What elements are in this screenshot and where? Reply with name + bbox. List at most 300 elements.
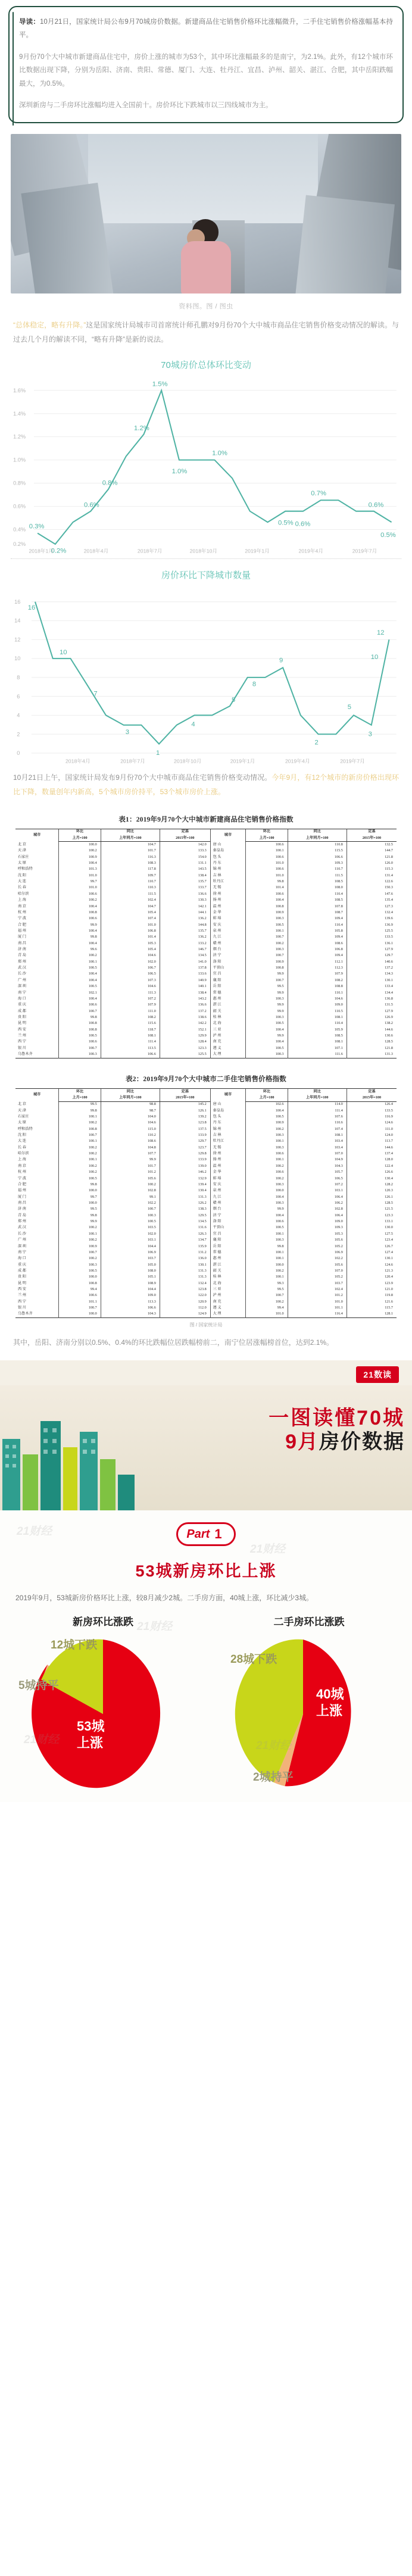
table-cell-city: 重 庆 <box>18 1262 26 1267</box>
table-cell-value: 123.7 <box>160 1145 210 1151</box>
table-cell-city: 海 口 <box>18 1256 26 1261</box>
table-cell-value: 124.6 <box>347 1262 397 1268</box>
table-cell-value: 110.4 <box>288 922 347 928</box>
table-cell-value: 107.7 <box>101 1151 160 1157</box>
table-cell-city: 北 海 <box>210 1281 246 1287</box>
table-cell-value: 105.4 <box>101 947 160 953</box>
table-cell-value: 100.3 <box>246 1132 288 1138</box>
table-cell-value: 135.7 <box>160 928 210 934</box>
table-cell-value: 100.2 <box>59 1163 101 1169</box>
table-cell-value: 99.8 <box>59 1213 101 1219</box>
table-row <box>15 1033 397 1039</box>
table-cell-value: 112.0 <box>160 1305 210 1311</box>
table-cell-city: 常 德 <box>210 990 246 996</box>
svg-text:2018年10月: 2018年10月 <box>174 758 202 764</box>
table-1-col-mom-right: 环比 <box>246 829 288 835</box>
table-row <box>15 1219 397 1225</box>
table-cell-city: 韶 关 <box>210 1268 246 1274</box>
table-cell-value: 100.5 <box>59 984 101 990</box>
table-1-body <box>15 842 397 1058</box>
table-cell-value: 106.5 <box>101 972 160 978</box>
table-cell-value: 137.8 <box>160 965 210 971</box>
pie-label-flat: 2城持平 <box>253 1771 294 1784</box>
table-cell-value: 137.2 <box>347 965 397 971</box>
hero-title-month: 9月 <box>285 1431 319 1454</box>
table-cell-value: 106.6 <box>101 1051 160 1058</box>
table-cell-value: 105.6 <box>101 1176 160 1182</box>
table-cell-value: 104.4 <box>101 1287 160 1292</box>
table-row <box>15 1262 397 1268</box>
table-cell-value: 111.5 <box>288 873 347 879</box>
table-cell-city: 三 亚 <box>210 1287 246 1292</box>
table-cell-city: 大 连 <box>18 879 26 884</box>
svg-text:0.4%: 0.4% <box>13 526 26 533</box>
svg-text:1.4%: 1.4% <box>13 410 26 417</box>
part-indicator <box>176 1522 235 1546</box>
table-cell-city: 包 头 <box>210 854 246 860</box>
table-cell-value: 100.4 <box>246 1213 288 1219</box>
table-cell-value: 101.4 <box>101 935 160 941</box>
table-cell-value: 121.8 <box>347 854 397 860</box>
table-cell-city: 温 州 <box>210 904 246 910</box>
table-cell-value: 119.8 <box>347 1293 397 1299</box>
table-cell-value: 116.4 <box>288 1312 347 1318</box>
article-photo <box>11 134 401 293</box>
intro-section <box>0 0 412 126</box>
table-cell-value: 122.4 <box>347 1163 397 1169</box>
table-cell-value: 100.2 <box>59 1120 101 1126</box>
table-row <box>15 916 397 922</box>
chart-1-y-tick-labels <box>13 387 26 547</box>
table-1-header-row-sub <box>15 835 397 842</box>
pie-chart-second-hand <box>206 1613 412 1791</box>
table-cell-value: 102.1 <box>59 990 101 996</box>
table-cell-value: 102.0 <box>101 1231 160 1237</box>
table-cell-city: 南 昌 <box>18 941 26 945</box>
table-cell-value: 100.6 <box>59 1003 101 1008</box>
table-cell-value: 136.6 <box>160 1003 210 1008</box>
table-cell-value: 104.6 <box>101 1120 160 1126</box>
table-cell-city: 济 宁 <box>210 1213 246 1219</box>
table-cell-value: 100.0 <box>246 1262 288 1268</box>
table-cell-value: 100.8 <box>59 1126 101 1132</box>
table-cell-city: 韶 关 <box>210 1008 246 1014</box>
table-cell-value: 139.0 <box>160 1163 210 1169</box>
table-cell-value: 126.1 <box>160 1108 210 1114</box>
table-row <box>15 965 397 971</box>
table-cell-value: 100.7 <box>59 1045 101 1051</box>
svg-text:2: 2 <box>17 731 20 738</box>
table-cell-city: 厦 门 <box>18 1194 26 1199</box>
table-cell-value: 100.0 <box>59 1188 101 1194</box>
table-cell-value: 108.2 <box>101 1014 160 1020</box>
table-cell-value: 136.1 <box>347 941 397 947</box>
table-cell-value: 100.7 <box>101 1207 160 1213</box>
table-cell-value: 131.3 <box>160 1268 210 1274</box>
table-cell-value: 100.3 <box>246 1145 288 1151</box>
hero-text-block <box>269 1407 405 1454</box>
table-cell-value: 100.1 <box>246 1139 288 1145</box>
table-cell-value: 105.3 <box>288 1231 347 1237</box>
table-cell-value: 106.2 <box>288 1200 347 1206</box>
table-cell-value: 143.2 <box>160 996 210 1002</box>
table-cell-value: 130.4 <box>160 1188 210 1194</box>
table-cell-city: 南 充 <box>210 1299 246 1305</box>
infographic-badge: 21数读 <box>356 1366 399 1383</box>
table-row <box>15 854 397 860</box>
pie-chart-second-hand-graphic <box>220 1631 398 1791</box>
table-cell-value: 106.4 <box>288 1213 347 1219</box>
intro-paragraph-2: 9月份70个大中城市新建商品住宅中，房价上涨的城市为53个，其中环比涨幅最多的是南宁，为2.1%。此外，有12个城市环比数据出现下降，分别为岳阳、济南、贵阳、常德、厦门、大连、牡丹江、宜昌、泸州、韶关、湛江、合肥，其中岳阳跌幅最大，为0.5%。 <box>19 53 393 88</box>
table-row <box>15 1003 397 1008</box>
table-cell-value: 131.3 <box>347 1051 397 1058</box>
table-cell-value: 100.9 <box>246 910 288 916</box>
table-cell-value: 99.9 <box>59 922 101 928</box>
table-cell-value: 100.3 <box>246 1014 288 1020</box>
table-cell-value: 133.6 <box>160 972 210 978</box>
table-cell-value: 100.3 <box>246 996 288 1002</box>
table-2-sub-yoy-right: 上年同月=100 <box>288 1095 347 1101</box>
table-cell-value: 101.2 <box>288 1293 347 1299</box>
table-row <box>15 1244 397 1250</box>
table-cell-value: 144.6 <box>347 1145 397 1151</box>
table-cell-value: 104.6 <box>101 953 160 959</box>
table-cell-value: 100.3 <box>246 1200 288 1206</box>
table-cell-value: 121.0 <box>347 1287 397 1292</box>
table-cell-value: 99.8 <box>246 1244 288 1250</box>
table-cell-value: 111.5 <box>101 891 160 897</box>
table-cell-value: 109.3 <box>288 860 347 866</box>
pie-label-up-line1: 40城 <box>316 1687 344 1702</box>
table-row <box>15 867 397 873</box>
table-row <box>15 984 397 990</box>
hero-title-line-2 <box>269 1430 405 1454</box>
table-cell-value: 108.6 <box>288 941 347 947</box>
pie-charts-row <box>0 1613 412 1802</box>
table-cell-city: 太 原 <box>18 861 26 866</box>
table-cell-value: 111.0 <box>101 1008 160 1014</box>
table-row <box>15 1051 397 1058</box>
table-cell-value: 110.5 <box>288 1008 347 1014</box>
table-cell-value: 142.1 <box>160 904 210 910</box>
table-cell-value: 129.8 <box>160 1151 210 1157</box>
table-row <box>15 1132 397 1138</box>
table-cell-value: 107.8 <box>288 904 347 910</box>
table-row <box>15 1163 397 1169</box>
article-paragraph-2 <box>0 766 412 801</box>
table-cell-city: 无 锡 <box>210 1145 246 1151</box>
hero-city-skyline-icon <box>0 1397 137 1510</box>
table-cell-value: 98.7 <box>101 1108 160 1114</box>
table-cell-value: 100.7 <box>246 953 288 959</box>
infographic-section-text: 2019年9月，53城新房价格环比上涨，较8月减少2城。二手房方面，40城上涨，环比减少3城。 <box>0 1587 412 1613</box>
table-cell-value: 127.3 <box>347 904 397 910</box>
table-row <box>15 1256 397 1262</box>
table-cell-value: 107.9 <box>288 972 347 978</box>
table-cell-value: 135.9 <box>160 1244 210 1250</box>
table-cell-value: 126.6 <box>347 1170 397 1176</box>
table-cell-value: 100.4 <box>59 996 101 1002</box>
svg-text:2019年1月: 2019年1月 <box>230 758 255 764</box>
table-cell-city: 成 都 <box>18 1268 26 1273</box>
table-cell-value: 114.0 <box>288 1101 347 1108</box>
table-cell-value: 120.4 <box>347 1275 397 1281</box>
table-cell-city: 丹 东 <box>210 860 246 866</box>
pie-chart-new-homes <box>0 1613 206 1791</box>
table-cell-value: 134.4 <box>347 990 397 996</box>
svg-text:2019年1月: 2019年1月 <box>245 547 270 554</box>
table-cell-value: 133.7 <box>160 885 210 891</box>
table-row <box>15 1014 397 1020</box>
table-cell-city: 宜 昌 <box>210 1231 246 1237</box>
table-cell-value: 139.6 <box>347 916 397 922</box>
infographic-section-title: 53城新房环比上涨 <box>0 1550 412 1587</box>
table-cell-value: 100.3 <box>246 947 288 953</box>
table-cell-value: 109.4 <box>288 935 347 941</box>
table-cell-city: 宁 波 <box>18 1176 26 1181</box>
table-cell-value: 100.7 <box>59 1250 101 1256</box>
table-cell-value: 100.4 <box>246 1027 288 1033</box>
table-cell-city: 大 理 <box>210 1312 246 1318</box>
table-cell-city: 宜 昌 <box>210 972 246 978</box>
table-cell-value: 152.1 <box>160 1027 210 1033</box>
table-cell-value: 99.8 <box>246 879 288 885</box>
svg-text:0.7%: 0.7% <box>311 489 326 497</box>
table-row <box>15 1287 397 1292</box>
table-cell-value: 115.7 <box>347 1305 397 1311</box>
table-2-col-mom-right: 环比 <box>246 1088 288 1095</box>
table-cell-value: 133.5 <box>347 935 397 941</box>
table-row <box>15 860 397 866</box>
table-cell-value: 126.7 <box>347 1244 397 1250</box>
table-cell-value: 133.9 <box>160 1157 210 1163</box>
table-cell-city: 洛 阳 <box>210 959 246 965</box>
table-cell-city: 乌鲁木齐 <box>18 1052 33 1057</box>
table-cell-value: 103.4 <box>288 1139 347 1145</box>
table-row <box>15 1188 397 1194</box>
article-paragraph-1-quote: “总体稳定，略有升降。” <box>13 320 86 329</box>
table-2-sub-mom-right: 上月=100 <box>246 1095 288 1101</box>
table-row <box>15 1194 397 1200</box>
table-row <box>15 1008 397 1014</box>
table-cell-city: 扬 州 <box>210 1157 246 1163</box>
table-cell-value: 103.7 <box>288 1281 347 1287</box>
table-cell-value: 99.9 <box>246 972 288 978</box>
table-cell-value: 100.0 <box>59 842 101 848</box>
table-cell-city: 金 华 <box>210 1170 246 1176</box>
svg-text:1.5%: 1.5% <box>152 380 168 388</box>
table-1-sub-base-right: 2015年=100 <box>347 835 397 842</box>
table-cell-value: 130.1 <box>160 1262 210 1268</box>
chart-2-series-line <box>35 602 389 744</box>
table-cell-value: 107.9 <box>101 1003 160 1008</box>
table-cell-city: 九 江 <box>210 935 246 941</box>
table-cell-value: 102.6 <box>246 1101 288 1108</box>
table-row <box>15 891 397 897</box>
table-cell-value: 121.3 <box>347 1268 397 1274</box>
table-cell-city: 贵 阳 <box>18 1275 26 1279</box>
table-cell-value: 108.2 <box>288 978 347 983</box>
table-cell-value: 107.1 <box>288 1045 347 1051</box>
svg-text:6: 6 <box>17 693 20 700</box>
table-cell-value: 99.5 <box>246 984 288 990</box>
table-cell-value: 105.6 <box>288 1262 347 1268</box>
table-row <box>15 1108 397 1114</box>
table-cell-value: 101.0 <box>246 1312 288 1318</box>
table-cell-value: 136.8 <box>347 996 397 1002</box>
table-cell-value: 130.4 <box>347 1176 397 1182</box>
table-cell-value: 100.3 <box>59 1051 101 1058</box>
table-cell-value: 100.3 <box>246 1182 288 1188</box>
table-cell-city: 长 沙 <box>18 972 26 976</box>
photo-caption: 资料图。图 / 图虫 <box>179 302 233 310</box>
hero-title-line-1: 一图读懂70城 <box>269 1407 405 1430</box>
table-cell-value: 138.6 <box>160 1014 210 1020</box>
table-cell-value: 103.1 <box>288 1188 347 1194</box>
table-cell-value: 108.5 <box>288 1033 347 1039</box>
table-cell-city: 吉 林 <box>210 1132 246 1138</box>
table-cell-value: 135.7 <box>160 879 210 885</box>
table-cell-value: 98.8 <box>101 1101 160 1108</box>
table-cell-value: 141.0 <box>160 959 210 965</box>
chart-2-x-tick-labels <box>65 757 365 764</box>
table-cell-city: 天 津 <box>18 1108 26 1113</box>
table-cell-value: 104.3 <box>288 1163 347 1169</box>
table-cell-city: 湛 江 <box>210 1262 246 1268</box>
table-cell-city: 哈尔滨 <box>18 1151 29 1156</box>
table-cell-value: 105.9 <box>288 1027 347 1033</box>
table-cell-value: 105.2 <box>288 1244 347 1250</box>
table-cell-value: 106.8 <box>101 928 160 934</box>
table-cell-value: 108.7 <box>288 910 347 916</box>
table-row <box>15 1213 397 1219</box>
table-cell-value: 110.2 <box>101 1132 160 1138</box>
part-label: Part <box>186 1527 210 1541</box>
table-row <box>15 1120 397 1126</box>
part-indicator-row <box>0 1510 412 1550</box>
table-cell-city: 石家庄 <box>18 1114 29 1119</box>
table-cell-value: 100.4 <box>59 978 101 983</box>
table-cell-value: 99.4 <box>59 1287 101 1292</box>
svg-text:2019年7月: 2019年7月 <box>352 547 377 554</box>
table-cell-value: 113.3 <box>101 1299 160 1305</box>
table-cell-value: 108.6 <box>101 1139 160 1145</box>
table-cell-city: 赣 州 <box>210 941 246 947</box>
svg-text:16: 16 <box>27 604 36 612</box>
svg-text:1.6%: 1.6% <box>13 387 26 394</box>
svg-text:0.6%: 0.6% <box>368 501 384 509</box>
table-cell-value: 144.8 <box>160 922 210 928</box>
table-cell-value: 104.8 <box>101 1145 160 1151</box>
table-cell-value: 142.2 <box>160 1021 210 1027</box>
table-1-col-yoy-left: 同比 <box>101 829 160 835</box>
table-cell-value: 137.2 <box>160 1008 210 1014</box>
table-cell-value: 100.2 <box>59 1170 101 1176</box>
table-cell-value: 101.7 <box>101 1163 160 1169</box>
table-cell-city: 济 宁 <box>210 953 246 959</box>
svg-text:8: 8 <box>252 680 257 688</box>
table-cell-city: 石家庄 <box>18 854 29 859</box>
svg-text:12: 12 <box>377 629 385 637</box>
table-cell-value: 100.0 <box>59 1312 101 1318</box>
table-cell-value: 102.4 <box>288 1287 347 1292</box>
table-cell-value: 100.6 <box>246 867 288 873</box>
table-1-col-base-right: 定基 <box>347 829 397 835</box>
table-cell-city: 广 州 <box>18 978 26 982</box>
table-2-col-city-right: 城市 <box>210 1088 246 1101</box>
table-cell-city: 郑 州 <box>18 959 26 964</box>
table-cell-value: 127.9 <box>347 947 397 953</box>
table-cell-value: 100.4 <box>59 860 101 866</box>
table-cell-value: 110.4 <box>288 891 347 897</box>
table-2-head <box>15 1088 397 1101</box>
table-cell-value: 107.0 <box>288 1151 347 1157</box>
table-cell-city: 大 理 <box>210 1051 246 1058</box>
table-cell-value: 100.2 <box>59 848 101 854</box>
table-row <box>15 1293 397 1299</box>
table-cell-city: 丹 东 <box>210 1120 246 1126</box>
table-cell-value: 107.0 <box>288 1268 347 1274</box>
table-cell-city: 沈 阳 <box>18 1133 26 1138</box>
chart-1-data-labels <box>29 380 396 554</box>
table-cell-value: 140.9 <box>160 978 210 983</box>
svg-text:2018年1月: 2018年1月 <box>29 547 54 554</box>
table-cell-value: 122.0 <box>160 1293 210 1299</box>
table-cell-value: 108.0 <box>101 1268 160 1274</box>
table-cell-value: 100.7 <box>246 978 288 983</box>
table-cell-value: 100.2 <box>59 953 101 959</box>
table-cell-value: 145.2 <box>160 1101 210 1108</box>
table-1-header-row-top <box>15 829 397 835</box>
photo-building-left-2 <box>21 182 113 293</box>
table-cell-city: 湛 江 <box>210 1003 246 1008</box>
table-cell-value: 99.9 <box>101 1157 160 1163</box>
table-cell-value: 99.4 <box>246 1305 288 1311</box>
table-cell-value: 107.2 <box>101 996 160 1002</box>
svg-text:14: 14 <box>14 617 21 624</box>
chart-2-gridlines <box>32 602 397 753</box>
svg-text:2018年4月: 2018年4月 <box>83 547 109 554</box>
table-cell-city: 烟 台 <box>210 947 246 953</box>
table-cell-value: 112.1 <box>288 959 347 965</box>
table-cell-value: 107.4 <box>101 916 160 922</box>
table-2-header-row-sub <box>15 1095 397 1101</box>
table-cell-value: 136.2 <box>160 935 210 941</box>
table-cell-value: 131.3 <box>160 1194 210 1200</box>
svg-text:7: 7 <box>93 690 98 698</box>
table-cell-value: 117.8 <box>101 867 160 873</box>
table-cell-value: 138.2 <box>347 1021 397 1027</box>
table-cell-value: 109.3 <box>288 1225 347 1231</box>
table-1-sub-mom-right: 上月=100 <box>246 835 288 842</box>
table-cell-city: 天 津 <box>18 848 26 853</box>
table-cell-value: 130.1 <box>347 978 397 983</box>
table-cell-city: 上 海 <box>18 898 26 903</box>
table-2-col-yoy-left: 同比 <box>101 1088 160 1095</box>
table-row <box>15 1170 397 1176</box>
table-cell-value: 101.0 <box>288 1299 347 1305</box>
table-cell-value: 100.7 <box>246 1293 288 1299</box>
table-cell-city: 常 德 <box>210 1250 246 1256</box>
svg-text:1: 1 <box>155 750 160 757</box>
table-cell-value: 139.4 <box>160 1182 210 1188</box>
svg-text:10: 10 <box>370 654 379 661</box>
table-cell-value: 100.1 <box>246 928 288 934</box>
table-cell-value: 100.7 <box>59 1008 101 1014</box>
table-row <box>15 1139 397 1145</box>
table-cell-value: 130.0 <box>347 1225 397 1231</box>
table-cell-value: 100.6 <box>246 1151 288 1157</box>
